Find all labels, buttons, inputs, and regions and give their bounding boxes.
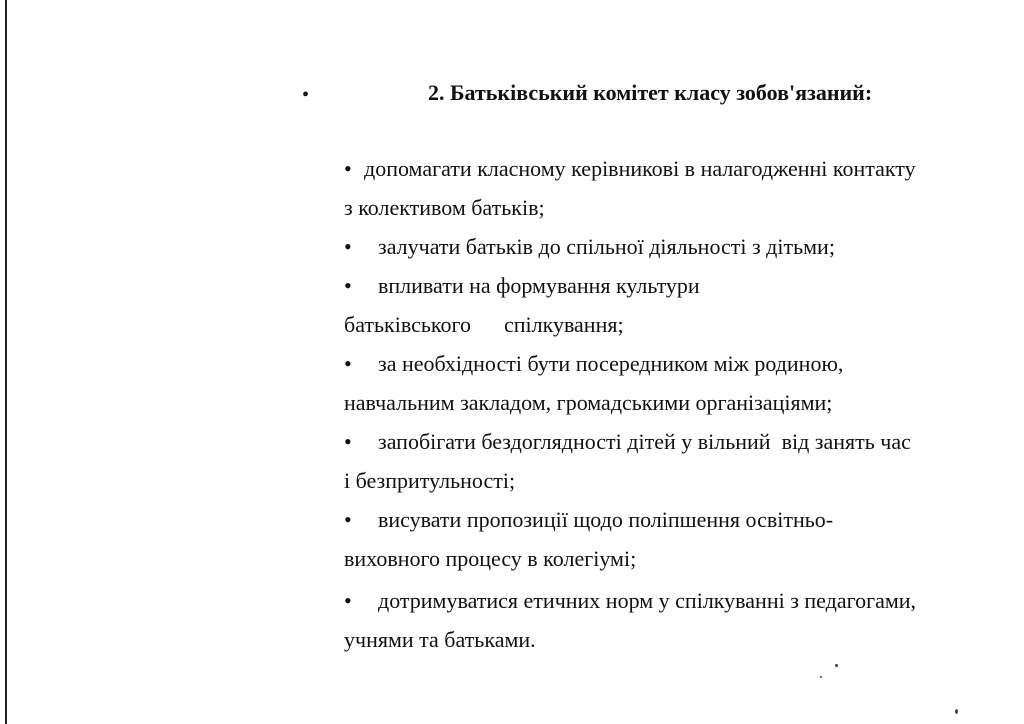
- list-item-text: допомагати класному керівникові в налагодженні контакту: [364, 156, 916, 181]
- page-left-border: [5, 0, 7, 724]
- list-item-text: за необхідності бути посередником між родиною,: [378, 351, 844, 376]
- list-item-text: батьківського спілкування;: [344, 312, 624, 337]
- scan-speck: [955, 709, 958, 714]
- list-item-text: запобігати бездоглядності дітей у вільний від занять час: [378, 429, 911, 454]
- bullet: •: [344, 273, 352, 298]
- bullet: •: [344, 234, 352, 259]
- bullet: •: [344, 429, 352, 454]
- bullet: •: [344, 351, 352, 376]
- bullet: •: [344, 507, 352, 532]
- list-item-text: висувати пропозиції щодо поліпшення освітньо-: [378, 507, 834, 532]
- list-item-text: дотримуватися етичних норм у спілкуванні з педагогами,: [378, 588, 917, 613]
- list-item-text: і безпритульності;: [344, 468, 516, 493]
- list-item-text: виховного процесу в колегіумі;: [344, 546, 637, 571]
- list-item-text: залучати батьків до спільної діяльності з дітьми;: [378, 234, 835, 259]
- list-item-text: учнями та батьками.: [344, 627, 536, 652]
- list-item-continuation: [322, 601, 536, 679]
- list-item-text: впливати на формування культури: [378, 273, 700, 298]
- scan-speck: [835, 664, 838, 667]
- heading-bullet: •: [302, 84, 310, 106]
- bullet: •: [344, 156, 352, 181]
- scan-speck: [820, 676, 822, 678]
- list-item-text: навчальним закладом, громадськими організаціями;: [344, 390, 833, 415]
- bullet: •: [344, 588, 352, 613]
- section-heading: 2. Батьківський комітет класу зобов'язаний:: [428, 80, 873, 105]
- list-item-text: з колективом батьків;: [344, 195, 545, 220]
